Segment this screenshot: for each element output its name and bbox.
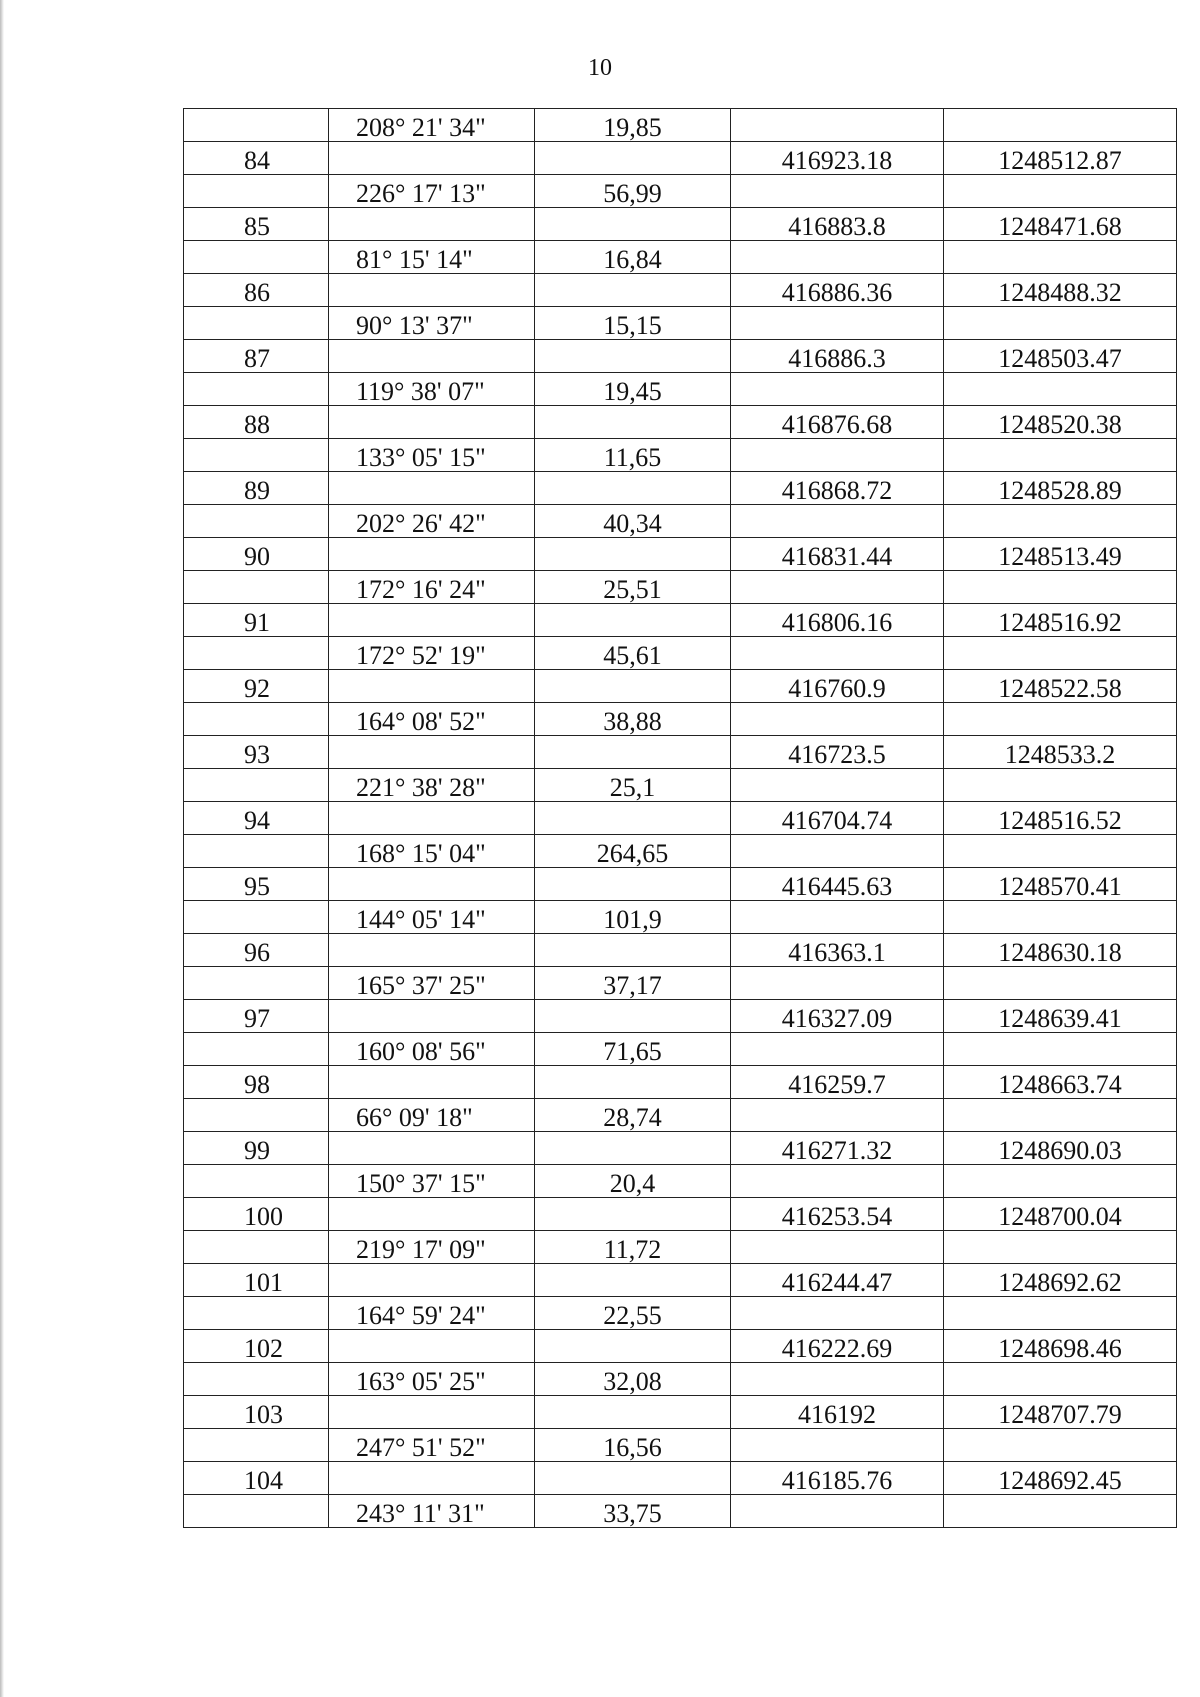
table-row [184,208,1177,241]
direction-angle-cell [329,142,535,175]
table-row [184,109,1177,142]
x-coordinate-cell [731,1429,944,1462]
distance-cell: 32,08 [535,1363,731,1396]
point-number-cell [184,505,329,538]
distance-cell: 16,56 [535,1429,731,1462]
distance-cell [535,802,731,835]
table-row [184,703,1177,736]
y-coordinate-cell [944,967,1177,1000]
point-number-cell [184,967,329,1000]
y-coordinate-cell: 1248570.41 [944,868,1177,901]
point-number-cell: 85 [184,208,329,241]
direction-angle-cell: 247° 51' 52" [329,1429,535,1462]
direction-angle-cell: 133° 05' 15" [329,439,535,472]
x-coordinate-cell [731,637,944,670]
y-coordinate-cell: 1248512.87 [944,142,1177,175]
table-row [184,769,1177,802]
point-number-cell [184,571,329,604]
direction-angle-cell: 168° 15' 04" [329,835,535,868]
direction-angle-cell [329,736,535,769]
y-coordinate-cell: 1248630.18 [944,934,1177,967]
y-coordinate-cell: 1248690.03 [944,1132,1177,1165]
direction-angle-cell: 221° 38' 28" [329,769,535,802]
y-coordinate-cell: 1248513.49 [944,538,1177,571]
distance-cell: 40,34 [535,505,731,538]
table-row [184,241,1177,274]
table-row [184,1495,1177,1528]
table-row [184,406,1177,439]
distance-cell [535,472,731,505]
x-coordinate-cell: 416222.69 [731,1330,944,1363]
table-row [184,505,1177,538]
x-coordinate-cell: 416445.63 [731,868,944,901]
y-coordinate-cell [944,1495,1177,1528]
table-row [184,1396,1177,1429]
distance-cell [535,538,731,571]
direction-angle-cell [329,538,535,571]
x-coordinate-cell: 416886.3 [731,340,944,373]
distance-cell [535,934,731,967]
x-coordinate-cell: 416868.72 [731,472,944,505]
direction-angle-cell: 172° 52' 19" [329,637,535,670]
x-coordinate-cell: 416876.68 [731,406,944,439]
point-number-cell: 94 [184,802,329,835]
y-coordinate-cell: 1248698.46 [944,1330,1177,1363]
y-coordinate-cell: 1248471.68 [944,208,1177,241]
table-row [184,274,1177,307]
y-coordinate-cell: 1248522.58 [944,670,1177,703]
point-number-cell [184,1099,329,1132]
x-coordinate-cell [731,373,944,406]
x-coordinate-cell [731,835,944,868]
y-coordinate-cell [944,241,1177,274]
distance-cell: 11,65 [535,439,731,472]
point-number-cell [184,1231,329,1264]
direction-angle-cell [329,1396,535,1429]
y-coordinate-cell: 1248533.2 [944,736,1177,769]
distance-cell [535,340,731,373]
x-coordinate-cell [731,439,944,472]
distance-cell [535,1396,731,1429]
table-row [184,373,1177,406]
point-number-cell: 90 [184,538,329,571]
point-number-cell [184,703,329,736]
point-number-cell [184,1033,329,1066]
point-number-cell: 102 [184,1330,329,1363]
table-row [184,736,1177,769]
y-coordinate-cell [944,1429,1177,1462]
y-coordinate-cell: 1248700.04 [944,1198,1177,1231]
table-row [184,1429,1177,1462]
x-coordinate-cell: 416831.44 [731,538,944,571]
x-coordinate-cell [731,109,944,142]
table-body [184,109,1177,1528]
direction-angle-cell [329,1132,535,1165]
y-coordinate-cell [944,439,1177,472]
y-coordinate-cell [944,1231,1177,1264]
direction-angle-cell: 144° 05' 14" [329,901,535,934]
distance-cell [535,1462,731,1495]
x-coordinate-cell [731,967,944,1000]
x-coordinate-cell: 416185.76 [731,1462,944,1495]
y-coordinate-cell: 1248516.92 [944,604,1177,637]
x-coordinate-cell: 416886.36 [731,274,944,307]
direction-angle-cell [329,802,535,835]
x-coordinate-cell: 416723.5 [731,736,944,769]
point-number-cell [184,1297,329,1330]
point-number-cell: 88 [184,406,329,439]
x-coordinate-cell: 416883.8 [731,208,944,241]
table-row [184,142,1177,175]
point-number-cell: 104 [184,1462,329,1495]
direction-angle-cell [329,472,535,505]
table-row [184,637,1177,670]
y-coordinate-cell [944,1099,1177,1132]
table-row [184,472,1177,505]
distance-cell: 25,51 [535,571,731,604]
point-number-cell: 103 [184,1396,329,1429]
x-coordinate-cell [731,1033,944,1066]
y-coordinate-cell [944,901,1177,934]
x-coordinate-cell [731,241,944,274]
y-coordinate-cell [944,637,1177,670]
distance-cell [535,1066,731,1099]
direction-angle-cell: 66° 09' 18" [329,1099,535,1132]
point-number-cell [184,835,329,868]
x-coordinate-cell: 416760.9 [731,670,944,703]
distance-cell [535,142,731,175]
distance-cell [535,406,731,439]
table-row [184,1198,1177,1231]
table-row [184,1297,1177,1330]
table-row [184,1099,1177,1132]
x-coordinate-cell [731,769,944,802]
table-row [184,1462,1177,1495]
table-row [184,802,1177,835]
direction-angle-cell [329,1066,535,1099]
table-row [184,340,1177,373]
distance-cell: 16,84 [535,241,731,274]
table-row [184,1000,1177,1033]
direction-angle-cell [329,1198,535,1231]
x-coordinate-cell: 416327.09 [731,1000,944,1033]
table-row [184,571,1177,604]
x-coordinate-cell: 416923.18 [731,142,944,175]
direction-angle-cell: 219° 17' 09" [329,1231,535,1264]
point-number-cell: 97 [184,1000,329,1033]
distance-cell: 71,65 [535,1033,731,1066]
direction-angle-cell [329,1000,535,1033]
point-number-cell [184,901,329,934]
table-row [184,934,1177,967]
direction-angle-cell: 163° 05' 25" [329,1363,535,1396]
table-row [184,1066,1177,1099]
table-row [184,967,1177,1000]
table-row [184,1330,1177,1363]
x-coordinate-cell: 416806.16 [731,604,944,637]
point-number-cell: 86 [184,274,329,307]
point-number-cell: 92 [184,670,329,703]
direction-angle-cell: 119° 38' 07" [329,373,535,406]
distance-cell [535,1264,731,1297]
x-coordinate-cell [731,175,944,208]
direction-angle-cell [329,406,535,439]
direction-angle-cell: 202° 26' 42" [329,505,535,538]
point-number-cell [184,439,329,472]
point-number-cell [184,175,329,208]
distance-cell: 22,55 [535,1297,731,1330]
y-coordinate-cell: 1248663.74 [944,1066,1177,1099]
x-coordinate-cell: 416704.74 [731,802,944,835]
y-coordinate-cell: 1248707.79 [944,1396,1177,1429]
x-coordinate-cell: 416192 [731,1396,944,1429]
distance-cell [535,670,731,703]
point-number-cell [184,769,329,802]
y-coordinate-cell [944,1165,1177,1198]
point-number-cell [184,1165,329,1198]
point-number-cell: 100 [184,1198,329,1231]
y-coordinate-cell [944,109,1177,142]
table-row [184,538,1177,571]
distance-cell: 37,17 [535,967,731,1000]
y-coordinate-cell [944,505,1177,538]
point-number-cell: 87 [184,340,329,373]
direction-angle-cell: 208° 21' 34" [329,109,535,142]
direction-angle-cell [329,670,535,703]
direction-angle-cell [329,934,535,967]
y-coordinate-cell: 1248488.32 [944,274,1177,307]
distance-cell [535,736,731,769]
point-number-cell: 96 [184,934,329,967]
x-coordinate-cell: 416259.7 [731,1066,944,1099]
x-coordinate-cell [731,1297,944,1330]
distance-cell: 38,88 [535,703,731,736]
x-coordinate-cell [731,1231,944,1264]
direction-angle-cell [329,1264,535,1297]
table-row [184,670,1177,703]
table-row [184,868,1177,901]
point-number-cell: 91 [184,604,329,637]
direction-angle-cell [329,868,535,901]
point-number-cell [184,637,329,670]
direction-angle-cell: 226° 17' 13" [329,175,535,208]
distance-cell [535,1132,731,1165]
table-row [184,1363,1177,1396]
y-coordinate-cell: 1248520.38 [944,406,1177,439]
x-coordinate-cell [731,1165,944,1198]
point-number-cell [184,307,329,340]
x-coordinate-cell: 416253.54 [731,1198,944,1231]
point-number-cell [184,373,329,406]
distance-cell: 25,1 [535,769,731,802]
y-coordinate-cell: 1248692.62 [944,1264,1177,1297]
table-row [184,835,1177,868]
direction-angle-cell: 164° 59' 24" [329,1297,535,1330]
point-number-cell: 98 [184,1066,329,1099]
x-coordinate-cell: 416363.1 [731,934,944,967]
direction-angle-cell: 164° 08' 52" [329,703,535,736]
direction-angle-cell [329,1330,535,1363]
point-number-cell: 101 [184,1264,329,1297]
distance-cell [535,604,731,637]
point-number-cell: 99 [184,1132,329,1165]
scan-edge [0,0,4,1697]
page-number: 10 [588,55,612,81]
x-coordinate-cell [731,1363,944,1396]
point-number-cell: 84 [184,142,329,175]
distance-cell: 264,65 [535,835,731,868]
x-coordinate-cell: 416271.32 [731,1132,944,1165]
point-number-cell: 95 [184,868,329,901]
x-coordinate-cell: 416244.47 [731,1264,944,1297]
y-coordinate-cell [944,373,1177,406]
y-coordinate-cell: 1248639.41 [944,1000,1177,1033]
y-coordinate-cell [944,571,1177,604]
distance-cell [535,1330,731,1363]
coordinates-table [183,108,1177,1528]
x-coordinate-cell [731,901,944,934]
distance-cell [535,208,731,241]
table-row [184,1231,1177,1264]
table-row [184,439,1177,472]
distance-cell [535,1198,731,1231]
x-coordinate-cell [731,1495,944,1528]
direction-angle-cell [329,208,535,241]
distance-cell: 33,75 [535,1495,731,1528]
distance-cell: 15,15 [535,307,731,340]
table-row [184,1165,1177,1198]
distance-cell: 101,9 [535,901,731,934]
table-row [184,901,1177,934]
y-coordinate-cell [944,1297,1177,1330]
x-coordinate-cell [731,307,944,340]
y-coordinate-cell [944,175,1177,208]
distance-cell [535,274,731,307]
distance-cell: 45,61 [535,637,731,670]
direction-angle-cell [329,604,535,637]
direction-angle-cell [329,1462,535,1495]
distance-cell: 19,45 [535,373,731,406]
direction-angle-cell [329,340,535,373]
y-coordinate-cell [944,307,1177,340]
distance-cell [535,868,731,901]
direction-angle-cell: 81° 15' 14" [329,241,535,274]
x-coordinate-cell [731,505,944,538]
point-number-cell [184,109,329,142]
x-coordinate-cell [731,703,944,736]
point-number-cell [184,241,329,274]
point-number-cell: 93 [184,736,329,769]
table-row [184,307,1177,340]
direction-angle-cell: 165° 37' 25" [329,967,535,1000]
distance-cell: 19,85 [535,109,731,142]
point-number-cell [184,1363,329,1396]
distance-cell: 28,74 [535,1099,731,1132]
x-coordinate-cell [731,571,944,604]
distance-cell: 56,99 [535,175,731,208]
table-row [184,175,1177,208]
point-number-cell: 89 [184,472,329,505]
direction-angle-cell [329,274,535,307]
distance-cell [535,1000,731,1033]
point-number-cell [184,1495,329,1528]
table-row [184,1132,1177,1165]
y-coordinate-cell [944,1363,1177,1396]
distance-cell: 20,4 [535,1165,731,1198]
y-coordinate-cell: 1248528.89 [944,472,1177,505]
point-number-cell [184,1429,329,1462]
y-coordinate-cell: 1248503.47 [944,340,1177,373]
distance-cell: 11,72 [535,1231,731,1264]
table-row [184,1033,1177,1066]
y-coordinate-cell [944,835,1177,868]
direction-angle-cell: 172° 16' 24" [329,571,535,604]
y-coordinate-cell [944,1033,1177,1066]
direction-angle-cell: 90° 13' 37" [329,307,535,340]
y-coordinate-cell: 1248692.45 [944,1462,1177,1495]
table-row [184,1264,1177,1297]
table-row [184,604,1177,637]
direction-angle-cell: 150° 37' 15" [329,1165,535,1198]
direction-angle-cell: 243° 11' 31" [329,1495,535,1528]
y-coordinate-cell: 1248516.52 [944,802,1177,835]
y-coordinate-cell [944,769,1177,802]
y-coordinate-cell [944,703,1177,736]
x-coordinate-cell [731,1099,944,1132]
direction-angle-cell: 160° 08' 56" [329,1033,535,1066]
